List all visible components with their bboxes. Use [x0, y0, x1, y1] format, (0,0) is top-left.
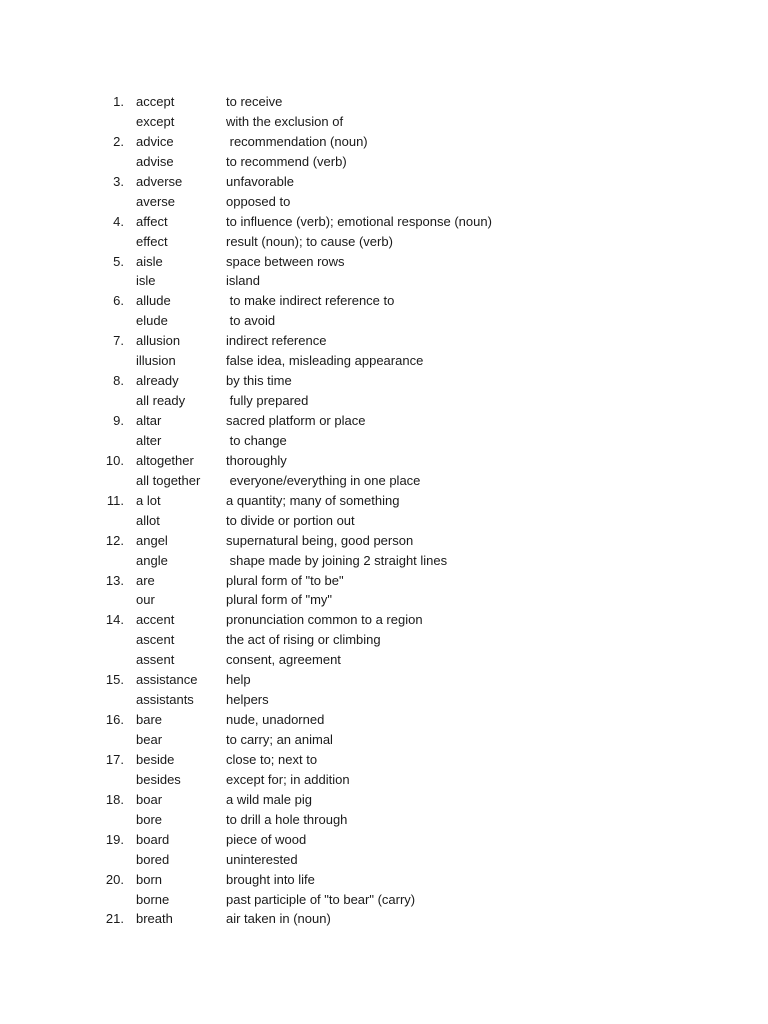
item-word: altogether — [136, 452, 194, 468]
list-item — [0, 531, 768, 551]
item-definition: recommendation (noun) — [226, 133, 368, 149]
item-number: 21. — [105, 911, 124, 927]
item-word: elude — [136, 313, 168, 329]
item-number: 2. — [113, 133, 124, 149]
item-definition: help — [226, 672, 251, 688]
item-word: bare — [136, 712, 163, 728]
item-definition: to receive — [226, 94, 283, 109]
list-item — [0, 571, 768, 591]
item-number: 10. — [105, 452, 124, 468]
list-item — [0, 590, 768, 610]
item-definition: except for; in addition — [226, 771, 350, 787]
item-number: 17. — [105, 751, 124, 767]
list-item — [0, 730, 768, 750]
commonly-confused-words-list — [0, 92, 768, 929]
item-number: 16. — [105, 712, 124, 728]
item-word: besides — [136, 771, 181, 787]
item-word: alter — [136, 432, 162, 448]
list-item — [0, 551, 768, 571]
item-definition: the act of rising or climbing — [226, 632, 381, 648]
item-definition: close to; next to — [226, 751, 318, 767]
item-definition: by this time — [226, 373, 292, 389]
list-item — [0, 271, 768, 291]
item-word: assistance — [136, 672, 198, 688]
list-item — [0, 770, 768, 790]
item-number: 5. — [113, 253, 124, 269]
list-item — [0, 471, 768, 491]
list-item — [0, 92, 768, 112]
item-word: averse — [136, 193, 176, 209]
item-word: advise — [136, 153, 174, 169]
item-definition: false idea, misleading appearance — [226, 353, 424, 369]
item-definition: thoroughly — [226, 452, 287, 468]
item-word: breath — [136, 911, 173, 927]
item-definition: piece of wood — [226, 831, 307, 847]
item-number: 11. — [106, 492, 124, 508]
list-item — [0, 630, 768, 650]
item-word: a lot — [136, 492, 161, 508]
item-word: accent — [136, 612, 175, 628]
list-item — [0, 750, 768, 770]
item-definition: brought into life — [226, 871, 315, 887]
item-word: born — [136, 871, 163, 887]
item-definition: air taken in (noun) — [226, 911, 331, 927]
list-item — [0, 311, 768, 331]
list-item — [0, 371, 768, 391]
item-number: 15. — [105, 672, 124, 688]
list-item — [0, 152, 768, 172]
item-word: borne — [136, 891, 170, 907]
item-word: allude — [136, 293, 171, 309]
item-definition: shape made by joining 2 straight lines — [226, 552, 448, 568]
item-number: 4. — [113, 213, 124, 229]
item-number: 18. — [105, 791, 124, 807]
item-number: 19. — [105, 831, 124, 847]
item-definition: to carry; an animal — [226, 732, 333, 747]
item-number: 9. — [113, 413, 124, 428]
item-definition: to change — [226, 432, 287, 448]
list-item — [0, 411, 768, 431]
item-definition: plural form of "to be" — [226, 572, 344, 588]
item-definition: pronunciation common to a region — [226, 612, 423, 628]
item-definition: island — [226, 273, 260, 289]
item-definition: past participle of "to bear" (carry) — [226, 891, 416, 907]
item-definition: space between rows — [226, 253, 345, 269]
item-definition: result (noun); to cause (verb) — [226, 233, 393, 249]
list-item — [0, 491, 768, 511]
item-word: ascent — [136, 632, 175, 648]
item-definition: consent, agreement — [226, 652, 341, 668]
item-word: affect — [136, 213, 168, 229]
list-item — [0, 511, 768, 531]
list-item — [0, 232, 768, 252]
item-word: all ready — [136, 393, 186, 409]
item-number: 6. — [113, 293, 124, 309]
list-item — [0, 850, 768, 870]
item-number: 8. — [113, 373, 124, 389]
list-item — [0, 252, 768, 272]
list-item — [0, 650, 768, 670]
item-word: allot — [136, 512, 160, 528]
list-item — [0, 132, 768, 152]
item-word: assent — [136, 652, 175, 668]
item-word: bore — [136, 811, 163, 827]
list-item — [0, 172, 768, 192]
item-word: boar — [136, 791, 163, 807]
item-number: 20. — [105, 871, 124, 887]
item-number: 1. — [113, 94, 124, 109]
item-word: allusion — [136, 333, 181, 349]
item-definition: plural form of "my" — [226, 592, 333, 608]
list-item — [0, 291, 768, 311]
item-definition: to drill a hole through — [226, 811, 348, 827]
item-word: assistants — [136, 692, 194, 708]
list-item — [0, 391, 768, 411]
item-word: altar — [136, 413, 162, 428]
item-definition: to avoid — [226, 313, 276, 329]
list-item — [0, 710, 768, 730]
item-definition: with the exclusion of — [226, 113, 344, 129]
list-item — [0, 351, 768, 371]
item-word: beside — [136, 751, 175, 767]
item-definition: a quantity; many of something — [226, 492, 400, 508]
item-definition: everyone/everything in one place — [226, 472, 421, 488]
list-item — [0, 790, 768, 810]
item-definition: opposed to — [226, 193, 291, 209]
list-item — [0, 112, 768, 132]
item-word: accept — [136, 94, 175, 109]
list-item — [0, 431, 768, 451]
list-item — [0, 670, 768, 690]
list-item — [0, 830, 768, 850]
item-definition: unfavorable — [226, 173, 294, 189]
list-item — [0, 909, 768, 929]
item-word: angel — [136, 532, 168, 548]
list-item — [0, 212, 768, 232]
item-word: illusion — [136, 353, 176, 369]
item-number: 3. — [113, 173, 124, 189]
item-word: angle — [136, 552, 168, 568]
item-word: our — [136, 592, 155, 608]
item-number: 12. — [105, 532, 124, 548]
item-definition: to make indirect reference to — [226, 293, 395, 309]
item-number: 13. — [105, 572, 124, 588]
list-item — [0, 870, 768, 890]
list-item — [0, 690, 768, 710]
list-item — [0, 810, 768, 830]
item-definition: supernatural being, good person — [226, 532, 414, 548]
list-item — [0, 451, 768, 471]
item-word: are — [136, 572, 155, 588]
item-definition: to divide or portion out — [226, 512, 355, 528]
item-word: bored — [136, 851, 170, 867]
item-definition: to recommend (verb) — [226, 153, 347, 169]
item-definition: helpers — [226, 692, 269, 708]
item-word: already — [136, 373, 179, 389]
item-definition: indirect reference — [226, 333, 327, 349]
item-word: aisle — [136, 253, 163, 269]
item-definition: sacred platform or place — [226, 413, 366, 428]
item-definition: a wild male pig — [226, 791, 312, 807]
item-word: board — [136, 831, 170, 847]
list-item — [0, 331, 768, 351]
item-word: adverse — [136, 173, 183, 189]
item-word: effect — [136, 233, 168, 249]
list-item — [0, 890, 768, 910]
item-number: 14. — [105, 612, 124, 628]
item-word: all together — [136, 472, 201, 488]
item-word: except — [136, 113, 175, 129]
item-word: advice — [136, 133, 174, 149]
item-definition: uninterested — [226, 851, 298, 867]
item-word: isle — [136, 273, 156, 289]
list-item — [0, 192, 768, 212]
item-definition: fully prepared — [226, 393, 309, 409]
list-item — [0, 610, 768, 630]
item-definition: nude, unadorned — [226, 712, 325, 728]
item-number: 7. — [113, 333, 124, 349]
item-definition: to influence (verb); emotional response (noun) — [226, 213, 492, 229]
item-word: bear — [136, 732, 163, 747]
